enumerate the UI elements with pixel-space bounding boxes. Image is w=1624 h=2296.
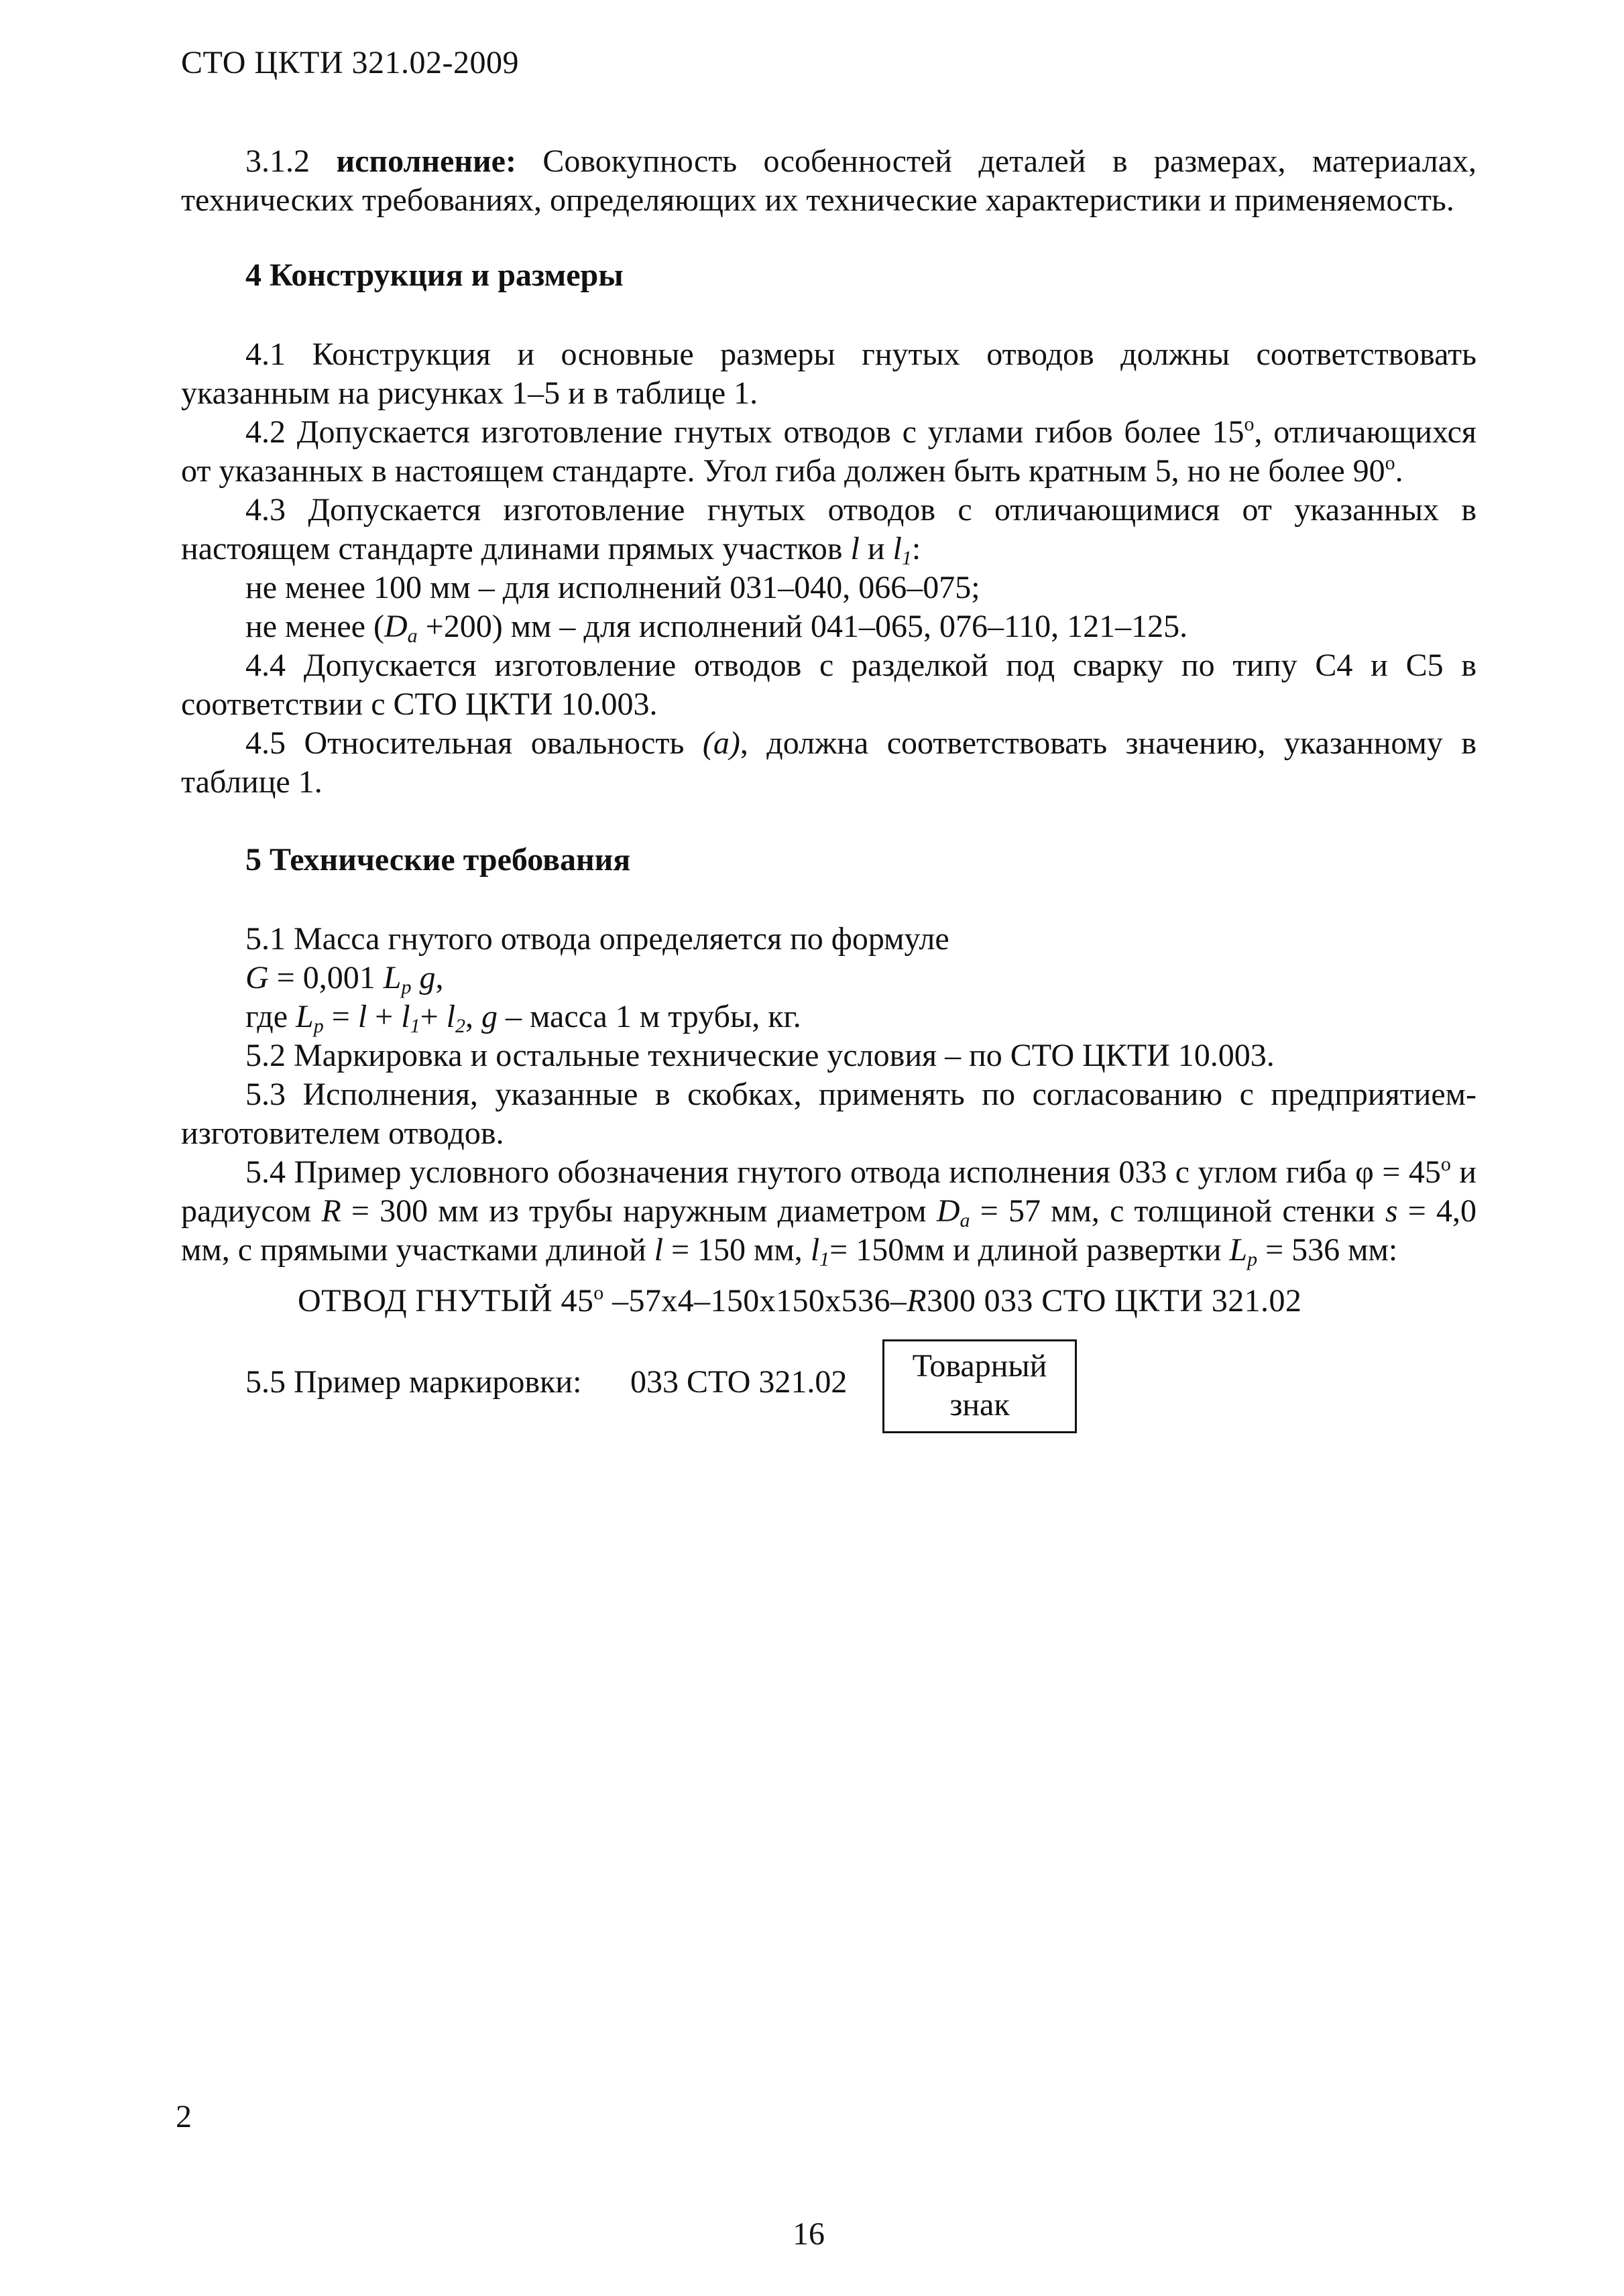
paragraph-5-2: 5.2 Маркировка и остальные технические условия – по СТО ЦКТИ 10.003. — [245, 1038, 1275, 1073]
symbol-L: L — [1229, 1232, 1248, 1268]
symbol-l: l — [654, 1232, 663, 1268]
designation-text: 300 033 СТО ЦКТИ 321.02 — [927, 1283, 1302, 1319]
paragraph-4-5-suffix: , должна соответствовать значению, указанному в таблице 1. — [181, 725, 1477, 800]
mass-definition: – масса 1 м трубы, кг. — [498, 999, 801, 1034]
paragraph-5-4-text: = 57 мм, с толщиной стенки — [970, 1193, 1385, 1229]
colon: : — [911, 531, 921, 566]
marking-code: 033 СТО 321.02 — [630, 1364, 848, 1400]
symbol-l2: l — [446, 999, 455, 1034]
designation-example — [181, 1282, 1476, 1321]
paragraph-4-1: 4.1 Конструкция и основные размеры гнутых отводов должны соответствовать указанным на рисунках 1–5 и в таблице 1. — [181, 337, 1476, 411]
paragraph-5-4-text: = 536 мм: — [1257, 1232, 1398, 1268]
symbol-l: l — [850, 531, 860, 566]
paragraph-4-5 — [181, 724, 1476, 802]
symbol-D: D — [384, 609, 408, 644]
conjunction: и — [859, 531, 893, 566]
equals: = — [323, 999, 358, 1034]
symbol-l1: l — [892, 531, 902, 566]
paragraph-4-4: 4.4 Допускается изготовление отводов с разделкой под сварку по типу С4 и С5 в соответствии с СТО ЦКТИ 10.003. — [181, 648, 1476, 722]
trademark-line-2: знак — [949, 1387, 1010, 1423]
paragraph-5-4-text: = 150 мм, — [662, 1232, 811, 1268]
degree-symbol: о — [1385, 452, 1395, 474]
page-number-bottom: 16 — [793, 2216, 825, 2252]
formula-comma: , — [435, 960, 444, 995]
degree-symbol: о — [1440, 1153, 1451, 1175]
designation-text: ОТВОД ГНУТЫЙ 45 — [298, 1283, 594, 1319]
item-number: 3.1.2 — [245, 143, 310, 179]
symbol-R: R — [321, 1193, 341, 1229]
degree-symbol: о — [593, 1282, 604, 1304]
document-body — [181, 142, 1476, 1440]
paragraph-4-2 — [181, 413, 1476, 491]
marking-label: 5.5 Пример маркировки: — [245, 1364, 582, 1400]
symbol-g: g — [411, 960, 436, 995]
paragraph-5-1: 5.1 Масса гнутого отвода определяется по формуле — [245, 921, 949, 957]
subscript-a: a — [960, 1209, 970, 1231]
subscript-a: a — [407, 625, 418, 647]
paragraph-5-4-text: = 150мм и длиной развертки — [829, 1232, 1230, 1268]
subscript-1: 1 — [819, 1248, 830, 1270]
symbol-l1: l — [401, 999, 410, 1034]
trademark-box — [882, 1339, 1077, 1433]
paragraph-4-3 — [181, 491, 1476, 568]
symbol-L: L — [296, 999, 314, 1034]
paragraph-4-2-rest: , отличающихся от указанных в настоящем стандарте. Угол гиба должен быть кратным 5, но не более 90 — [181, 414, 1476, 489]
subscript-p: p — [401, 976, 412, 998]
formula-equals: = 0,001 — [268, 960, 384, 995]
paragraph-4-5-prefix: 4.5 Относительная овальность — [245, 725, 703, 761]
mass-formula — [181, 959, 1476, 998]
paragraph-4-3-text: 4.3 Допускается изготовление гнутых отводов с отличающимися от указанных в настоящем стандарте длинами прямых участков — [181, 492, 1476, 566]
subscript-p: p — [313, 1015, 324, 1037]
section-4-heading: 4 Конструкция и размеры — [245, 257, 624, 293]
document-header: СТО ЦКТИ 321.02-2009 — [181, 45, 520, 80]
symbol-D: D — [936, 1193, 960, 1229]
line-2-suffix: +200) мм – для исполнений 041–065, 076–110, 121–125. — [417, 609, 1188, 644]
paragraph-4-3-line-1: не менее 100 мм – для исполнений 031–040, 066–075; — [245, 570, 980, 605]
trademark-line-1: Товарный — [912, 1348, 1047, 1384]
paragraph-5-4 — [181, 1153, 1476, 1270]
symbol-g: g — [481, 999, 498, 1034]
paragraph-5-4-text: и радиусом — [181, 1154, 1476, 1229]
paragraph-5-4-text: = 300 мм из трубы наружным диаметром — [341, 1193, 937, 1229]
section-5-heading: 5 Технические требования — [245, 842, 631, 878]
paragraph-3-1-2 — [181, 142, 1476, 220]
plus: + — [420, 999, 447, 1034]
symbol-G: G — [245, 960, 269, 995]
definition-text: Совокупность особенностей деталей в размерах, материалах, технических требованиях, определяющих их технические характеристики и применяемость. — [181, 143, 1477, 218]
symbol-R: R — [907, 1283, 927, 1319]
symbol-l: l — [357, 999, 367, 1034]
line-2-prefix: не менее ( — [245, 609, 384, 644]
paragraph-5-4-text: 5.4 Пример условного обозначения гнутого отвода исполнения 033 с углом гиба φ = 45 — [245, 1154, 1441, 1190]
plus: + — [367, 999, 402, 1034]
comma: , — [465, 999, 481, 1034]
where-word: где — [245, 999, 296, 1034]
term-ispolnenie: исполнение: — [336, 143, 516, 179]
degree-symbol: о — [1244, 413, 1255, 435]
paragraph-4-2-text: 4.2 Допускается изготовление гнутых отводов с углами гибов более 15 — [245, 414, 1244, 450]
paragraph-4-2-end: . — [1395, 453, 1403, 489]
subscript-1: 1 — [410, 1015, 420, 1037]
formula-definition — [181, 998, 1476, 1036]
paragraph-5-3: 5.3 Исполнения, указанные в скобках, применять по согласованию с предприятием-изготовителем отводов. — [181, 1077, 1476, 1151]
marking-example — [181, 1339, 1476, 1440]
symbol-L: L — [383, 960, 402, 995]
page-number-left: 2 — [176, 2099, 192, 2134]
subscript-1: 1 — [901, 547, 912, 569]
paragraph-4-3-line-2 — [181, 607, 1476, 646]
paragraph-5-4-text: = 4,0 мм, с прямыми участками длиной — [181, 1193, 1477, 1268]
designation-text: –57х4–150х150х536– — [603, 1283, 907, 1319]
symbol-s: s — [1385, 1193, 1398, 1229]
subscript-2: 2 — [455, 1015, 465, 1037]
symbol-l1: l — [810, 1232, 820, 1268]
ovality-symbol: (a) — [702, 725, 740, 761]
subscript-p: p — [1247, 1248, 1258, 1270]
